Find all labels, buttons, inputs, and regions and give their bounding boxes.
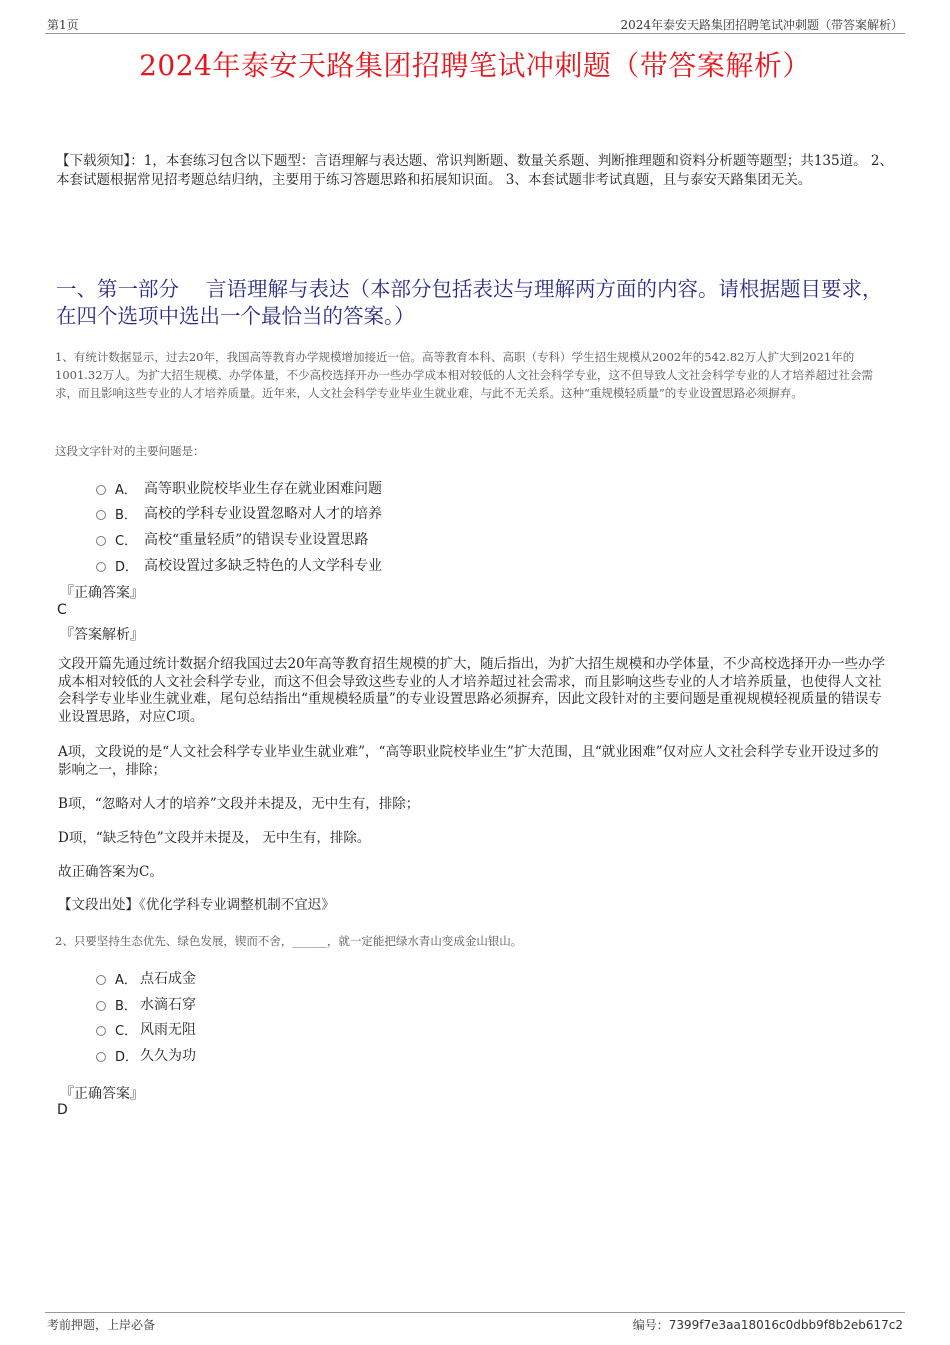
question-1-answer: C xyxy=(57,602,67,618)
question-1-prompt: 这段文字针对的主要问题是： xyxy=(55,444,205,458)
option-text: 风雨无阻 xyxy=(140,1022,196,1038)
radio-icon[interactable] xyxy=(96,536,106,546)
header-doc-title: 2024年泰安天路集团招聘笔试冲刺题（带答案解析） xyxy=(620,18,903,32)
option-text: 水滴石穿 xyxy=(140,997,196,1013)
footer-code-value: 7399f7e3aa18016c0dbb9f8b2eb617c2 xyxy=(668,1318,903,1332)
question-1-option-a[interactable] xyxy=(96,478,382,498)
radio-icon[interactable] xyxy=(96,1052,106,1062)
radio-icon[interactable] xyxy=(96,562,106,572)
option-text: 高校的学科专业设置忽略对人才的培养 xyxy=(144,506,382,522)
footer-code xyxy=(633,1316,903,1333)
page-title: 2024年泰安天路集团招聘笔试冲刺题（带答案解析） xyxy=(139,49,811,82)
analysis-paragraph: 文段开篇先通过统计数据介绍我国过去20年高等教育招生规模的扩大，随后指出，为扩大招生规模和办学体量，不少高校选择开办一些办学成本相对较低的人文社会科学专业，而这不但会导致这些专业的人才培养超过社会需求，而且影响这些专业的人才培养质量，也使得人文社会科学专业毕业生就业难，尾句总结指出“重规模轻质量”的专业设置思路必须摒弃，因此文段针对的主要问题是重视规模轻视质量的错误专业设置思路，对应C项。 xyxy=(58,656,886,725)
question-2-answer: D xyxy=(57,1102,68,1118)
question-1-analysis-label: 『答案解析』 xyxy=(60,627,144,643)
option-letter: A． xyxy=(115,972,137,988)
radio-icon[interactable] xyxy=(96,510,106,520)
footer-slogan: 考前押题，上岸必备 xyxy=(47,1318,156,1332)
question-1-stem: 1、有统计数据显示，过去20年，我国高等教育办学规模增加接近一倍。高等教育本科、高职（专科）学生招生规模从2002年的542.82万人扩大到2021年的1001.32万人。为扩大招生规模、办学体量，不少高校选择开办一些办学成本相对较低的人文社会科学专业，这不但导致人文社会科学专业的人才培养超过社会需求，而且影响这些专业的人才培养质量。近年来，人文社会科学专业毕业生就业难，与此不无关系。这种“重规模轻质量”的专业设置思路必须摒弃。 xyxy=(55,350,874,400)
question-2-answer-label: 『正确答案』 xyxy=(60,1086,144,1102)
option-letter: C． xyxy=(115,1023,138,1039)
analysis-paragraph: B项，“忽略对人才的培养”文段并未提及，无中生有，排除； xyxy=(58,796,420,812)
header-divider xyxy=(45,33,905,34)
question-2-option-c[interactable] xyxy=(96,1019,196,1039)
download-notice: 【下载须知】：1，本套练习包含以下题型：言语理解与表达题、常识判断题、数量关系题、判断推理题和资料分析题等题型；共135道。 2、本套试题根据常见招考题总结归纳，主要用于练习答题思路和拓展知识面。 3、本套试题非考试真题，且与泰安天路集团无关。 xyxy=(56,153,893,188)
page-number: 第1页 xyxy=(47,18,79,32)
question-1-option-c[interactable] xyxy=(96,529,368,549)
option-letter: A． xyxy=(115,482,137,498)
option-text: 久久为功 xyxy=(140,1048,196,1064)
option-text: 高等职业院校毕业生存在就业困难问题 xyxy=(144,481,382,497)
question-1-option-d[interactable] xyxy=(96,555,382,575)
radio-icon[interactable] xyxy=(96,485,106,495)
question-2-option-d[interactable] xyxy=(96,1045,196,1065)
question-2-option-b[interactable] xyxy=(96,994,196,1014)
question-2-stem: 2、只要坚持生态优先、绿色发展，锲而不舍，______，就一定能把绿水青山变成金山银山。 xyxy=(55,934,523,948)
section-heading: 一、第一部分 言语理解与表达（本部分包括表达与理解两方面的内容。请根据题目要求，在四个选项中选出一个最恰当的答案。） xyxy=(56,277,883,328)
radio-icon[interactable] xyxy=(96,1026,106,1036)
option-letter: C． xyxy=(115,533,138,549)
option-text: 点石成金 xyxy=(140,971,196,987)
analysis-paragraph: A项，文段说的是“人文社会科学专业毕业生就业难”，“高等职业院校毕业生”扩大范围，且“就业困难”仅对应人文社会科学专业开设过多的影响之一，排除； xyxy=(58,744,879,778)
option-letter: D． xyxy=(115,559,139,575)
analysis-paragraph: D项，“缺乏特色”文段并未提及， 无中生有，排除。 xyxy=(58,830,371,846)
radio-icon[interactable] xyxy=(96,975,106,985)
source-citation: 【文段出处】《优化学科专业调整机制不宜迟》 xyxy=(58,897,335,913)
option-letter: B． xyxy=(115,998,137,1014)
question-2-option-a[interactable] xyxy=(96,968,196,988)
option-text: 高校“重量轻质”的错误专业设置思路 xyxy=(144,532,369,548)
analysis-paragraph: 故正确答案为C。 xyxy=(58,864,163,880)
option-text: 高校设置过多缺乏特色的人文学科专业 xyxy=(144,558,382,574)
footer-divider xyxy=(45,1312,905,1313)
question-1-option-b[interactable] xyxy=(96,503,382,523)
footer-code-label: 编号： xyxy=(632,1318,669,1332)
option-letter: D． xyxy=(115,1049,139,1065)
option-letter: B． xyxy=(115,507,137,523)
radio-icon[interactable] xyxy=(96,1001,106,1011)
question-1-answer-label: 『正确答案』 xyxy=(60,585,144,601)
